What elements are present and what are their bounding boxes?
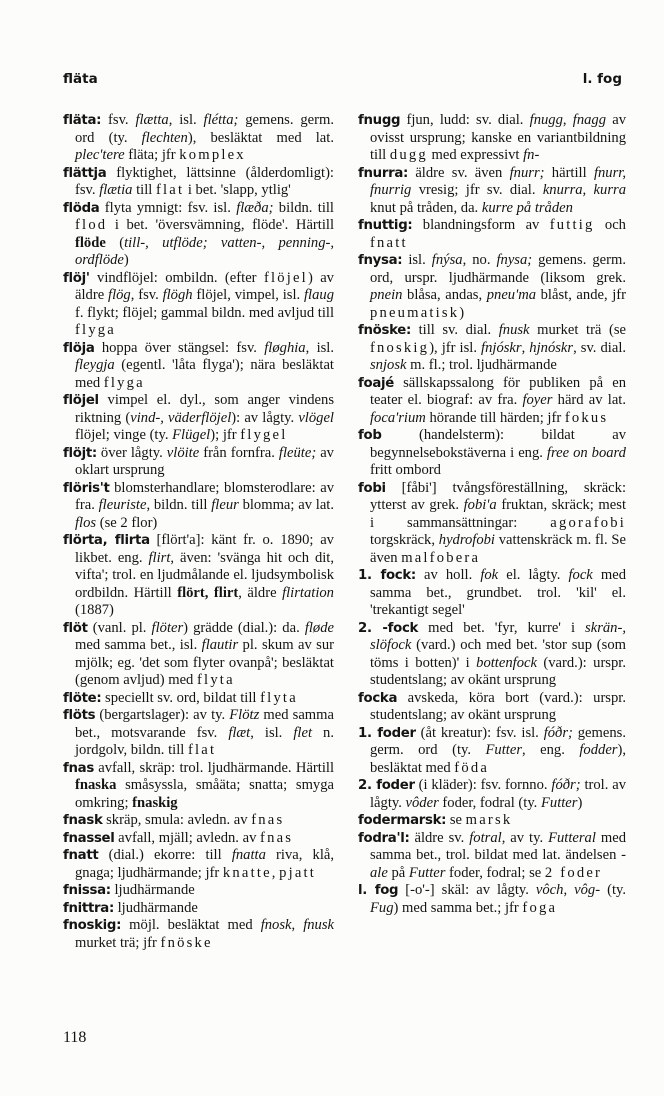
entry-definition: fjun, ludd: sv. dial. fnugg, fnagg av ovisst ursprung; kanske en variantbildning till dugg med expressivt fn-: [370, 112, 626, 163]
dictionary-entry: [63, 112, 334, 165]
dictionary-entry: [63, 270, 334, 340]
entry-headword: 2. -fock: [358, 620, 419, 636]
entry-headword: foajé: [358, 375, 394, 391]
dictionary-entry: [63, 830, 334, 848]
entry-definition: över lågty. vlöite från fornfra. fleüte; av oklart ursprung: [75, 444, 334, 478]
dictionary-entry: [358, 252, 626, 322]
dictionary-entry: [358, 777, 626, 812]
dictionary-entry: [358, 375, 626, 428]
entry-headword: fnatt: [63, 848, 99, 863]
entry-definition: (dial.) ekorre: till fnatta riva, klå, gnaga; ljudhärmande; jfr knatte, pjatt: [75, 847, 334, 881]
dictionary-entry: [358, 725, 626, 778]
running-head-right: l. fog: [582, 71, 622, 87]
entry-definition: blandningsform av futtig och fnatt: [370, 217, 626, 251]
entry-headword: fnassel: [63, 830, 115, 846]
dictionary-entry: [358, 882, 626, 917]
dictionary-entry: [63, 707, 334, 760]
entry-definition: blomsterhandlare; blomsterodlare: av fra. fleuriste, bildn. till fleur blomma; av lat. flos (se 2 flor): [75, 479, 334, 531]
entry-definition: sällskapssalong för publiken på en teater el. biograf: av fra. foyer härd av lat. foca'rium hörande till härden; jfr fokus: [370, 374, 626, 426]
dictionary-entry: [358, 830, 626, 883]
dictionary-entry: [358, 480, 626, 568]
entry-headword: fodra'l:: [358, 830, 410, 846]
entry-headword: fobi: [358, 480, 386, 496]
entry-definition: isl. fnýsa, no. fnysa; gemens. germ. ord, urspr. ljudhärmande (liksom grek. pnein blåsa, andas, pneu'ma blåst, ande, jfr pneumatisk): [370, 252, 626, 321]
right-column: [358, 112, 626, 917]
entry-headword: flöts: [63, 708, 96, 723]
entry-definition: avskeda, köra bort (vard.): urspr. studentslang; av okänt ursprung: [370, 689, 626, 723]
entry-definition: vindflöjel: ombildn. (efter flöjel) av äldre flög, fsv. flögh flöjel, vimpel, isl. flaug f. flykt; flöjel; gammal bildn. med avljud till flyga: [75, 269, 334, 338]
dictionary-entry: [63, 847, 334, 882]
entry-headword: fnissa:: [63, 883, 111, 898]
dictionary-entry: [63, 882, 334, 900]
dictionary-entry: [63, 392, 334, 445]
entry-headword: fnas: [63, 760, 94, 776]
entry-definition: (bergartslager): av ty. Flötz med samma bet., motsvarande fsv. flæt, isl. flet n. jordgolv, bildn. till flat: [75, 707, 334, 758]
entry-definition: skräp, smula: avledn. av fnas: [102, 812, 285, 828]
left-column: [63, 112, 334, 952]
entry-headword: flöjel: [63, 393, 99, 408]
entry-definition: (handelsterm): bildat av begynnelsebokstäverna i eng. free on board fritt ombord: [370, 427, 626, 478]
dictionary-entry: [63, 532, 334, 620]
entry-definition: (åt kreatur): fsv. isl. fóðr; gemens. germ. ord (ty. Futter, eng. fodder), besläktat med föda: [370, 724, 626, 776]
dictionary-entry: [358, 620, 626, 690]
entry-headword: fnask: [63, 813, 103, 828]
entry-headword: fob: [358, 428, 382, 443]
entry-headword: flöris't: [63, 480, 110, 496]
entry-headword: fnugg: [358, 113, 401, 128]
entry-headword: fläta:: [63, 113, 102, 128]
dictionary-entry: [358, 165, 626, 218]
entry-headword: fnöske:: [358, 323, 412, 338]
entry-definition: till sv. dial. fnusk murket trä (se fnoskig), jfr isl. fnjóskr, hjnóskr, sv. dial. snjosk m. fl.; trol. ljudhärmande: [370, 322, 627, 373]
dictionary-entry: [358, 690, 626, 725]
page-number: 118: [63, 1029, 87, 1046]
dictionary-entry: [63, 445, 334, 480]
dictionary-entry: [63, 917, 334, 952]
entry-definition: ljudhärmande: [113, 899, 198, 916]
entry-headword: 1. fock:: [358, 568, 416, 583]
dictionary-entry: [358, 322, 626, 375]
entry-definition: flyktighet, lättsinne (ålderdomligt): fsv. flætia till flat i bet. 'slapp, ytlig': [75, 164, 334, 198]
entry-headword: l. fog: [358, 883, 399, 898]
entry-definition: flyta ymnigt: fsv. isl. flæða; bildn. till flod i bet. 'översvämning, flöde'. Härtill flöde (till-, utflöde; vatten-, penning-, ordflöde): [75, 199, 334, 268]
running-head-left: fläta: [63, 71, 98, 87]
entry-definition: äldre sv. även fnurr; härtill fnurr, fnurrig vresig; jfr sv. dial. knurra, kurra knut på tråden, da. kurre på tråden: [370, 164, 626, 216]
dictionary-entry: [358, 812, 626, 830]
entry-definition: vimpel el. dyl., som anger vindens riktning (vind-, väderflöjel): av lågty. vlögel flöjel; vinge (ty. Flügel); jfr flygel: [75, 392, 334, 443]
entry-headword: fnysa:: [358, 253, 403, 268]
dictionary-entry: [63, 760, 334, 813]
entry-headword: fnittra:: [63, 900, 114, 916]
entry-headword: fodermarsk:: [358, 813, 447, 828]
dictionary-entry: [63, 690, 334, 708]
entry-definition: fsv. flætta, isl. flétta; gemens. germ. ord (ty. flechten), besläktat med lat. plec'tere fläta; jfr komplex: [75, 112, 334, 163]
dictionary-entry: [358, 567, 626, 620]
dictionary-entry: [63, 620, 334, 690]
entry-headword: flöte:: [63, 690, 102, 706]
dictionary-entry: [358, 112, 626, 165]
entry-definition: äldre sv. fotral, av ty. Futteral med samma bet., trol. bildat med lat. ändelsen -ale på Futter foder, fodral; se 2 foder: [370, 829, 626, 881]
dictionary-entry: [63, 165, 334, 200]
entry-definition: av holl. fok el. lågty. fock med samma bet., grundbet. trol. 'kil' el. 'trekantigt segel': [370, 567, 626, 618]
entry-headword: flöjt:: [63, 445, 97, 461]
entry-headword: 2. foder: [358, 778, 415, 793]
dictionary-entry: [358, 217, 626, 252]
entry-definition: avfall, skräp: trol. ljudhärmande. Härtill fnaska småsyssla, småäta; snatta; smyga omkring; fnaskig: [75, 759, 334, 811]
entry-definition: [flört'a]: känt fr. o. 1890; av likbet. eng. flirt, även: 'svänga hit och dit, vifta'; trol. en ljudmålande el. ljudsymbolisk ordbildn. Härtill flört, flirt, äldre flirtation (1887): [75, 532, 334, 618]
entry-definition: speciellt sv. ord, bildat till flyta: [101, 689, 298, 706]
entry-headword: fnoskig:: [63, 918, 122, 933]
entry-headword: flättja: [63, 165, 107, 181]
dictionary-entry: [63, 900, 334, 918]
entry-definition: med bet. 'fyr, kurre' i skrän-, slöfock (vard.) och med bet. 'stor sup (som töms i botten)' i bottenfock (vard.): urspr. studentslang; av okänt ursprung: [370, 619, 626, 688]
entry-definition: (i kläder): fsv. fornno. fóðr; trol. av lågty. vôder foder, fodral (ty. Futter): [370, 777, 626, 811]
entry-headword: fnuttig:: [358, 218, 413, 233]
dictionary-entry: [63, 812, 334, 830]
entry-headword: flörta, flirta: [63, 533, 150, 548]
entry-headword: fnurra:: [358, 165, 409, 181]
entry-headword: focka: [358, 690, 398, 706]
dictionary-entry: [63, 200, 334, 270]
entry-headword: flöja: [63, 340, 95, 356]
entry-definition: möjl. besläktat med fnosk, fnusk murket trä; jfr fnöske: [75, 917, 334, 951]
entry-definition: hoppa över stängsel: fsv. fløghia, isl. fleygja (egentl. 'låta flyga'); nära besläktat med flyga: [75, 339, 334, 391]
entry-headword: flöj': [63, 270, 90, 286]
dictionary-entry: [63, 480, 334, 533]
dictionary-entry: [358, 427, 626, 480]
entry-definition: ljudhärmande: [110, 882, 195, 898]
entry-headword: flöda: [63, 200, 100, 216]
entry-definition: avfall, mjäll; avledn. av fnas: [114, 829, 294, 846]
entry-definition: se marsk: [446, 812, 513, 828]
entry-headword: 1. foder: [358, 725, 416, 741]
dictionary-entry: [63, 340, 334, 393]
entry-definition: [fåbi'] tvångsföreställning, skräck: ytterst av grek. fobi'a fruktan, skräck; mest i sammansättningar: agorafobi torgskräck, hydrofobi vattenskräck m. fl. Se även malfobera: [370, 479, 626, 566]
entry-definition: [-o'-] skäl: av lågty. vôch, vôg- (ty. Fug) med samma bet.; jfr foga: [370, 882, 627, 916]
entry-headword: flöt: [63, 620, 88, 636]
entry-definition: (vanl. pl. flöter) grädde (dial.): da. fløde med samma bet., isl. flautir pl. skum av sur mjölk; eg. 'det som flyter ovanpå'; besläktat (genom avljud) med flyta: [75, 619, 334, 688]
